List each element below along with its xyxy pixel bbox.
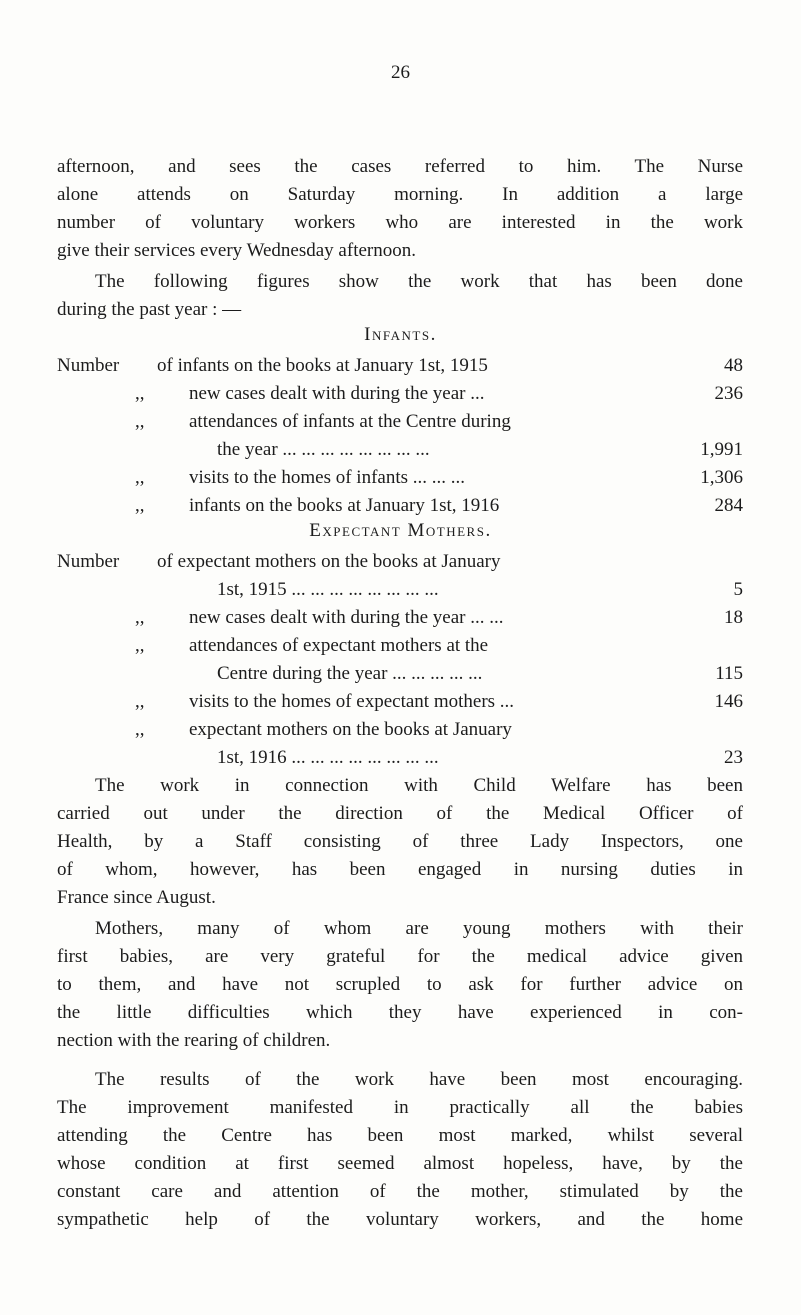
- paragraph-results: [57, 1066, 743, 1234]
- text-line: to them, and have not scrupled to ask for further advice on: [57, 974, 743, 995]
- row-description: 1st, 1916 ... ... ... ... ... ... ... ...: [217, 747, 439, 768]
- row-description: new cases dealt with during the year ...: [189, 383, 485, 404]
- text-line: alone attends on Saturday morning. In addition a large: [57, 184, 743, 205]
- text-line: sympathetic help of the voluntary workers, and the home: [57, 1209, 743, 1230]
- row-value: 236: [714, 383, 743, 404]
- row-value: 18: [724, 607, 743, 628]
- text-line: afternoon, and sees the cases referred to him. The Nurse: [57, 156, 743, 177]
- row-description: 1st, 1915 ... ... ... ... ... ... ... ...: [217, 579, 439, 600]
- table-row: [57, 548, 743, 576]
- row-value: 1,991: [700, 439, 743, 460]
- row-description: infants on the books at January 1st, 1916: [189, 495, 500, 516]
- text-line: constant care and attention of the mother, stimulated by the: [57, 1181, 743, 1202]
- table-row: [57, 408, 743, 436]
- text-line: whose condition at first seemed almost hopeless, have, by the: [57, 1153, 743, 1174]
- text-line: during the past year : —: [57, 299, 242, 320]
- table-row: [57, 464, 743, 492]
- table-row: [57, 716, 743, 744]
- paragraph-staff: [57, 772, 743, 912]
- text-line: The following figures show the work that has been done: [95, 271, 743, 292]
- expectant-mothers-heading: Expectant Mothers.: [309, 520, 492, 541]
- ditto-mark: ,,: [135, 691, 145, 712]
- row-description: new cases dealt with during the year ... ...: [189, 607, 504, 628]
- text-line: The improvement manifested in practically all the babies: [57, 1097, 743, 1118]
- ditto-mark: ,,: [135, 607, 145, 628]
- text-line: the little difficulties which they have experienced in con-: [57, 1002, 743, 1023]
- table-row: [57, 660, 743, 688]
- row-description: Centre during the year ... ... ... ... ...: [217, 663, 483, 684]
- table-row: [57, 380, 743, 408]
- row-value: 48: [724, 355, 743, 376]
- text-line: of whom, however, has been engaged in nursing duties in: [57, 859, 743, 880]
- row-description: visits to the homes of expectant mothers ...: [189, 691, 515, 712]
- table-row: [57, 576, 743, 604]
- paragraph-figures-intro: [57, 268, 743, 324]
- row-value: 5: [733, 579, 743, 600]
- text-line: carried out under the direction of the Medical Officer of: [57, 803, 743, 824]
- text-line: Mothers, many of whom are young mothers with their: [95, 918, 743, 939]
- row-description: of infants on the books at January 1st, 1915: [157, 355, 488, 376]
- paragraph-intro: [57, 153, 743, 265]
- row-description: visits to the homes of infants ... ... ...: [189, 467, 466, 488]
- row-value: 146: [714, 691, 743, 712]
- text-line: nection with the rearing of children.: [57, 1030, 331, 1051]
- row-value: 284: [714, 495, 743, 516]
- table-row: [57, 744, 743, 772]
- text-line: France since August.: [57, 887, 216, 908]
- row-description: the year ... ... ... ... ... ... ... ...: [217, 439, 430, 460]
- text-line: give their services every Wednesday afternoon.: [57, 240, 416, 261]
- row-value: 23: [724, 747, 743, 768]
- table-row: [57, 352, 743, 380]
- text-line: The work in connection with Child Welfare has been: [95, 775, 743, 796]
- ditto-mark: ,,: [135, 467, 145, 488]
- table-row: [57, 688, 743, 716]
- ditto-mark: ,,: [135, 495, 145, 516]
- table-row: [57, 604, 743, 632]
- infants-table: [57, 352, 743, 520]
- row-description: attendances of infants at the Centre during: [189, 411, 511, 432]
- infants-heading: Infants.: [364, 324, 437, 345]
- table-row: [57, 632, 743, 660]
- row-lead: Number: [57, 551, 120, 572]
- paragraph-mothers: [57, 915, 743, 1055]
- row-lead: Number: [57, 355, 120, 376]
- row-value: 115: [715, 663, 743, 684]
- page-number: 26: [391, 62, 410, 83]
- row-description: expectant mothers on the books at January: [189, 719, 512, 740]
- ditto-mark: ,,: [135, 411, 145, 432]
- text-line: number of voluntary workers who are interested in the work: [57, 212, 743, 233]
- row-description: of expectant mothers on the books at January: [157, 551, 501, 572]
- ditto-mark: ,,: [135, 719, 145, 740]
- text-line: first babies, are very grateful for the medical advice given: [57, 946, 743, 967]
- table-row: [57, 492, 743, 520]
- row-value: 1,306: [700, 467, 743, 488]
- row-description: attendances of expectant mothers at the: [189, 635, 489, 656]
- ditto-mark: ,,: [135, 635, 145, 656]
- mothers-table: [57, 548, 743, 772]
- text-line: attending the Centre has been most marked, whilst several: [57, 1125, 743, 1146]
- text-line: Health, by a Staff consisting of three Lady Inspectors, one: [57, 831, 743, 852]
- text-line: The results of the work have been most encouraging.: [95, 1069, 743, 1090]
- ditto-mark: ,,: [135, 383, 145, 404]
- table-row: [57, 436, 743, 464]
